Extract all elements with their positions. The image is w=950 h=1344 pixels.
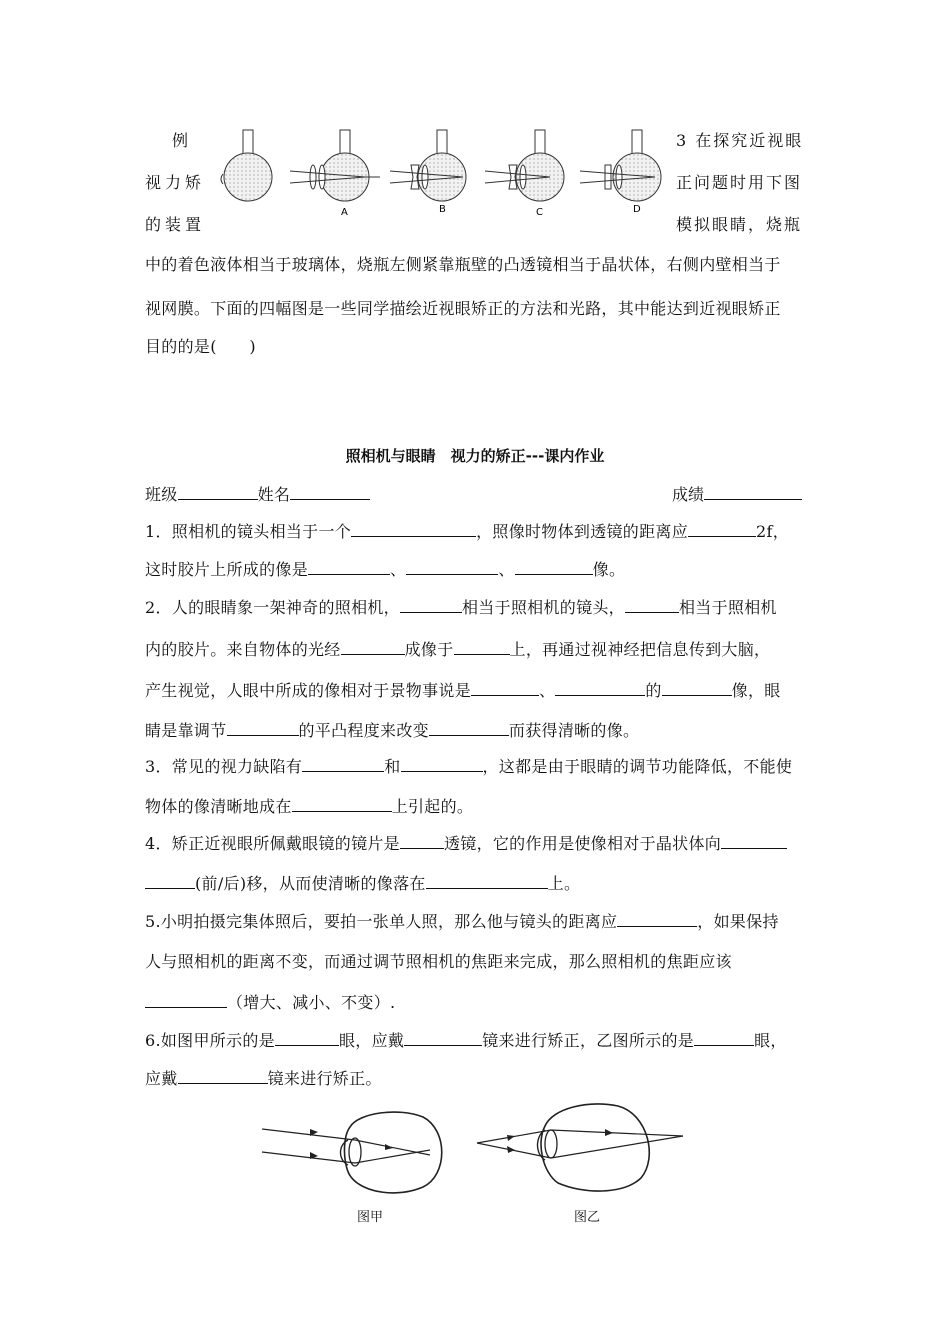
q6-text-a: 6.如图甲所示的是	[145, 1031, 275, 1050]
q1-text-b: ，照像时物体到透镜的距离应	[476, 522, 688, 541]
q1-text-g: 像。	[592, 560, 626, 579]
flask-c	[485, 130, 564, 218]
q3-blank-3[interactable]	[292, 796, 392, 812]
example-left-2: 视力矫	[145, 173, 206, 192]
q3-blank-1[interactable]	[302, 756, 384, 772]
label-a: A	[341, 207, 348, 218]
q6-text-d: 眼，	[754, 1031, 787, 1050]
q2-blank-8[interactable]	[227, 720, 299, 736]
q2-line-3	[145, 678, 781, 701]
homework-title: 照相机与眼睛 视力的矫正---课内作业	[345, 447, 605, 465]
q6-blank-2[interactable]	[404, 1030, 482, 1046]
example-left-col	[172, 128, 188, 170]
q6-blank-3[interactable]	[694, 1030, 754, 1046]
q4-text-d: 上。	[547, 874, 581, 893]
q5-text-c: 人与照相机的距离不变，而通过调节照相机的焦距来完成，那么照相机的焦距应该	[145, 952, 732, 971]
name-blank[interactable]	[290, 484, 370, 500]
q2-blank-5[interactable]	[471, 680, 539, 696]
q6-line-2	[145, 1066, 382, 1089]
flask-plain	[221, 130, 272, 201]
q2-blank-1[interactable]	[400, 597, 462, 613]
q1-line-1	[145, 519, 789, 542]
q2-text-d: 内的胶片。来自物体的光经	[145, 640, 341, 659]
q2-text-f: 上，再通过视神经把信息传到大脑，	[509, 640, 771, 659]
q2-text-c: 相当于照相机	[679, 598, 777, 617]
q3-blank-2[interactable]	[401, 756, 483, 772]
eye-diagram-a	[258, 1105, 458, 1200]
label-b: B	[439, 204, 446, 215]
q1-text-e: 、	[390, 560, 407, 579]
q2-blank-6[interactable]	[555, 680, 645, 696]
q2-blank-7[interactable]	[662, 680, 732, 696]
q4-line-2	[145, 871, 580, 894]
class-label: 班级	[145, 485, 178, 504]
q3-text-e: 上引起的。	[391, 797, 474, 816]
label-c: C	[536, 207, 543, 218]
q4-blank-1[interactable]	[400, 833, 444, 849]
q2-text-m: 而获得清晰的像。	[508, 721, 640, 740]
flask-a	[290, 130, 380, 218]
q4-text-a: 4．矫正近视眼所佩戴眼镜的镜片是	[145, 834, 400, 853]
q6-line-1	[145, 1028, 787, 1051]
q1-text-d: 这时胶片上所成的像是	[145, 560, 309, 579]
q6-text-f: 镜来进行矫正。	[267, 1069, 382, 1088]
q3-text-c: ，这都是由于眼睛的调节功能降低，不能使	[482, 757, 793, 776]
example-right-1: 3 在探究近视眼	[676, 131, 804, 150]
q2-text-e: 成像于	[404, 640, 454, 659]
example-line-4: 中的着色液体相当于玻璃体，烧瓶左侧紧靠瓶壁的凸透镜相当于晶状体，右侧内壁相当于	[145, 255, 781, 274]
q5-text-b: ，如果保持	[697, 912, 779, 931]
q3-text-a: 3．常见的视力缺陷有	[145, 757, 303, 776]
q4-text-b: 透镜，它的作用是使像相对于晶状体向	[443, 834, 722, 853]
q1-text-a: 1．照相机的镜头相当于一个	[145, 522, 352, 541]
q2-text-l: 的平凸程度来改变	[298, 721, 429, 740]
q2-blank-3[interactable]	[341, 639, 405, 655]
q2-line-1	[145, 595, 777, 618]
fig-a-caption: 图甲	[357, 1210, 384, 1225]
q1-text-c: 2f，	[756, 522, 790, 541]
q1-blank-2[interactable]	[688, 521, 756, 537]
eye-b-lens	[545, 1130, 557, 1158]
q6-text-c: 镜来进行矫正，乙图所示的是	[482, 1031, 695, 1050]
q3-text-d: 物体的像清晰地成在	[145, 797, 292, 816]
flask-b	[390, 130, 466, 215]
flask-d	[580, 130, 661, 215]
q6-blank-4[interactable]	[178, 1068, 268, 1084]
score-blank[interactable]	[704, 484, 802, 500]
q2-blank-2[interactable]	[625, 597, 679, 613]
q3-line-2	[145, 794, 473, 817]
example-right-3: 模拟眼睛，烧瓶	[676, 215, 803, 234]
q2-blank-4[interactable]	[454, 639, 510, 655]
flask-figures	[205, 122, 675, 222]
label-d: D	[633, 204, 641, 215]
example-left-3: 的装置	[145, 215, 206, 234]
q5-line-3	[145, 990, 395, 1013]
score-label: 成绩	[672, 485, 705, 504]
q6-blank-1[interactable]	[275, 1030, 339, 1046]
example-line-5: 视网膜。下面的四幅图是一些同学描绘近视眼矫正的方法和光路，其中能达到近视眼矫正	[145, 299, 781, 318]
q2-line-2	[145, 637, 770, 660]
q3-text-b: 和	[384, 757, 401, 776]
q1-blank-1[interactable]	[351, 521, 476, 537]
q2-line-4	[145, 718, 639, 741]
q4-blank-4[interactable]	[426, 873, 548, 889]
q1-text-f: 、	[498, 560, 515, 579]
example-line-6: 目的的是( )	[145, 337, 256, 356]
class-blank[interactable]	[178, 484, 258, 500]
q4-blank-3[interactable]	[145, 873, 195, 889]
q6-text-e: 应戴	[145, 1069, 178, 1088]
q4-line-1	[145, 831, 787, 854]
q1-line-2	[145, 557, 625, 580]
student-info-row	[145, 482, 370, 505]
q5-blank-1[interactable]	[617, 911, 697, 927]
q3-line-1	[145, 754, 792, 777]
example-left-1: 例	[172, 131, 189, 150]
eye-diagram-b	[473, 1098, 693, 1198]
q1-blank-5[interactable]	[515, 559, 593, 575]
q5-line-1	[145, 909, 779, 932]
q2-text-h: 、	[539, 681, 556, 700]
q2-text-a: 2．人的眼睛象一架神奇的照相机，	[145, 598, 400, 617]
q2-blank-9[interactable]	[429, 720, 509, 736]
fig-b-caption: 图乙	[574, 1210, 601, 1225]
q2-text-i: 的	[645, 681, 662, 700]
q2-text-j: 像，眼	[731, 681, 781, 700]
q1-blank-3[interactable]	[308, 559, 390, 575]
q5-text-d: （增大、减小、不变）.	[227, 993, 396, 1012]
q2-text-b: 相当于照相机的镜头，	[461, 598, 625, 617]
q2-text-g: 产生视觉，人眼中所成的像相对于景物事说是	[145, 681, 472, 700]
q5-line-2	[145, 949, 732, 972]
q5-text-a: 5.小明拍摄完集体照后，要拍一张单人照，那么他与镜头的距离应	[145, 912, 618, 931]
q4-text-c: (前/后)移，从而使清晰的像落在	[195, 874, 426, 893]
name-label: 姓名	[257, 485, 291, 504]
score-row	[672, 482, 802, 505]
q4-blank-2[interactable]	[721, 833, 787, 849]
q2-text-k: 睛是靠调节	[145, 721, 227, 740]
q6-text-b: 眼，应戴	[338, 1031, 405, 1050]
example-right-2: 正问题时用下图	[676, 173, 803, 192]
q5-blank-2[interactable]	[145, 992, 227, 1008]
q1-blank-4[interactable]	[406, 559, 498, 575]
